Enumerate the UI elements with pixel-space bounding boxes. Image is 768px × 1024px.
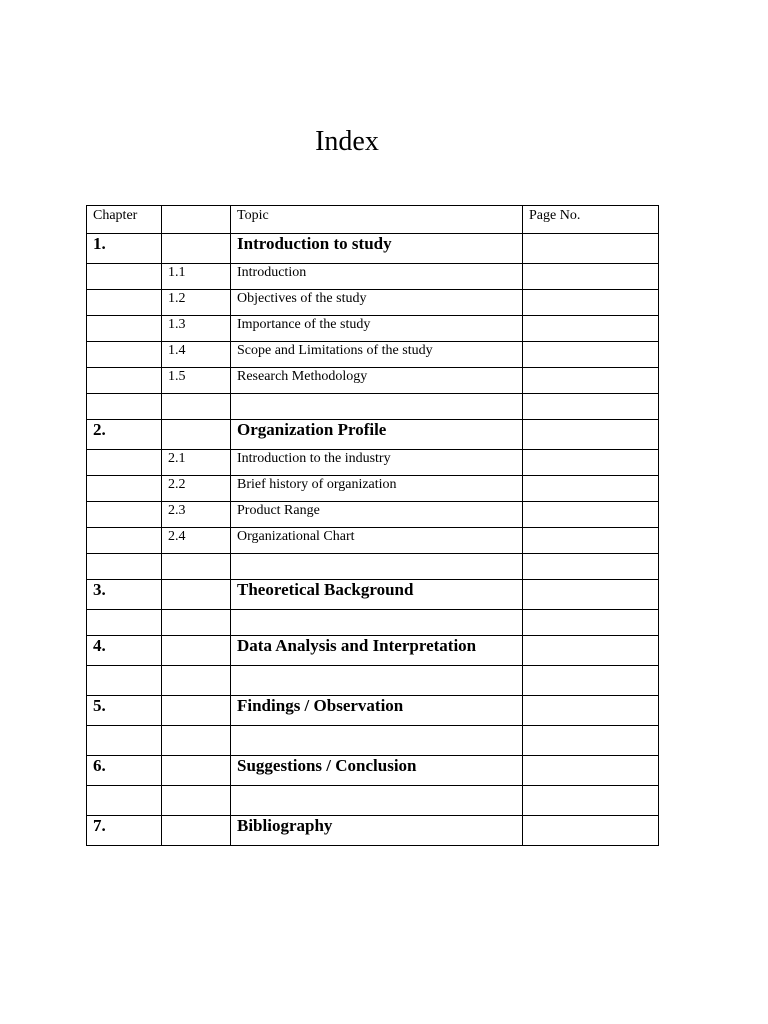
cell-chapter <box>87 528 162 554</box>
cell-section <box>162 786 231 816</box>
cell-chapter <box>87 476 162 502</box>
cell-section <box>162 580 231 610</box>
cell-page-no <box>523 666 659 696</box>
cell-section <box>162 554 231 580</box>
chapter-row <box>87 580 659 610</box>
cell-section <box>162 394 231 420</box>
header-section <box>162 206 231 234</box>
cell-topic: Bibliography <box>231 816 523 846</box>
cell-section: 2.1 <box>162 450 231 476</box>
cell-section: 1.4 <box>162 342 231 368</box>
cell-chapter: 4. <box>87 636 162 666</box>
cell-section: 1.1 <box>162 264 231 290</box>
header-topic: Topic <box>231 206 523 234</box>
section-row <box>87 316 659 342</box>
cell-section: 1.2 <box>162 290 231 316</box>
cell-section: 2.3 <box>162 502 231 528</box>
section-row <box>87 476 659 502</box>
cell-chapter <box>87 786 162 816</box>
cell-page-no <box>523 450 659 476</box>
cell-chapter <box>87 368 162 394</box>
cell-section <box>162 666 231 696</box>
header-chapter: Chapter <box>87 206 162 234</box>
cell-chapter: 3. <box>87 580 162 610</box>
cell-page-no <box>523 554 659 580</box>
chapter-row <box>87 696 659 726</box>
cell-topic <box>231 554 523 580</box>
section-row <box>87 264 659 290</box>
header-page-no: Page No. <box>523 206 659 234</box>
index-table <box>86 205 659 846</box>
cell-page-no <box>523 610 659 636</box>
cell-page-no <box>523 394 659 420</box>
cell-section: 2.4 <box>162 528 231 554</box>
cell-chapter <box>87 726 162 756</box>
cell-section <box>162 420 231 450</box>
cell-topic: Research Methodology <box>231 368 523 394</box>
cell-section <box>162 756 231 786</box>
cell-topic: Data Analysis and Interpretation <box>231 636 523 666</box>
cell-page-no <box>523 696 659 726</box>
cell-section: 1.5 <box>162 368 231 394</box>
cell-topic: Objectives of the study <box>231 290 523 316</box>
empty-row <box>87 666 659 696</box>
cell-topic: Scope and Limitations of the study <box>231 342 523 368</box>
cell-topic <box>231 666 523 696</box>
cell-topic: Introduction <box>231 264 523 290</box>
section-row <box>87 290 659 316</box>
cell-chapter <box>87 554 162 580</box>
cell-topic: Introduction to study <box>231 234 523 264</box>
empty-row <box>87 394 659 420</box>
cell-page-no <box>523 726 659 756</box>
cell-topic: Product Range <box>231 502 523 528</box>
cell-page-no <box>523 368 659 394</box>
section-row <box>87 342 659 368</box>
cell-section <box>162 234 231 264</box>
cell-section <box>162 610 231 636</box>
cell-topic: Theoretical Background <box>231 580 523 610</box>
cell-topic: Introduction to the industry <box>231 450 523 476</box>
chapter-row <box>87 756 659 786</box>
cell-chapter <box>87 394 162 420</box>
section-row <box>87 528 659 554</box>
cell-page-no <box>523 264 659 290</box>
cell-chapter <box>87 666 162 696</box>
cell-topic: Brief history of organization <box>231 476 523 502</box>
cell-page-no <box>523 476 659 502</box>
chapter-row <box>87 816 659 846</box>
chapter-row <box>87 420 659 450</box>
chapter-row <box>87 636 659 666</box>
cell-section: 1.3 <box>162 316 231 342</box>
cell-chapter <box>87 342 162 368</box>
cell-chapter: 5. <box>87 696 162 726</box>
cell-section <box>162 696 231 726</box>
table-header-row <box>87 206 659 234</box>
cell-chapter <box>87 610 162 636</box>
cell-chapter <box>87 264 162 290</box>
cell-chapter: 6. <box>87 756 162 786</box>
empty-row <box>87 554 659 580</box>
cell-page-no <box>523 502 659 528</box>
cell-chapter <box>87 316 162 342</box>
cell-section <box>162 726 231 756</box>
cell-page-no <box>523 580 659 610</box>
cell-topic <box>231 394 523 420</box>
cell-page-no <box>523 420 659 450</box>
index-table-body <box>87 206 659 846</box>
cell-page-no <box>523 528 659 554</box>
cell-section <box>162 816 231 846</box>
cell-page-no <box>523 636 659 666</box>
cell-section: 2.2 <box>162 476 231 502</box>
cell-chapter <box>87 450 162 476</box>
cell-chapter <box>87 290 162 316</box>
cell-topic <box>231 786 523 816</box>
cell-page-no <box>523 234 659 264</box>
chapter-row <box>87 234 659 264</box>
cell-page-no <box>523 786 659 816</box>
cell-topic: Importance of the study <box>231 316 523 342</box>
cell-chapter: 7. <box>87 816 162 846</box>
section-row <box>87 502 659 528</box>
cell-section <box>162 636 231 666</box>
cell-page-no <box>523 756 659 786</box>
cell-topic <box>231 726 523 756</box>
cell-chapter: 1. <box>87 234 162 264</box>
empty-row <box>87 610 659 636</box>
cell-topic: Organizational Chart <box>231 528 523 554</box>
cell-page-no <box>523 816 659 846</box>
cell-topic <box>231 610 523 636</box>
cell-page-no <box>523 342 659 368</box>
empty-row <box>87 786 659 816</box>
cell-topic: Organization Profile <box>231 420 523 450</box>
cell-chapter: 2. <box>87 420 162 450</box>
cell-topic: Findings / Observation <box>231 696 523 726</box>
empty-row <box>87 726 659 756</box>
page-title: Index <box>315 126 379 157</box>
section-row <box>87 368 659 394</box>
cell-page-no <box>523 316 659 342</box>
cell-chapter <box>87 502 162 528</box>
cell-topic: Suggestions / Conclusion <box>231 756 523 786</box>
cell-page-no <box>523 290 659 316</box>
section-row <box>87 450 659 476</box>
